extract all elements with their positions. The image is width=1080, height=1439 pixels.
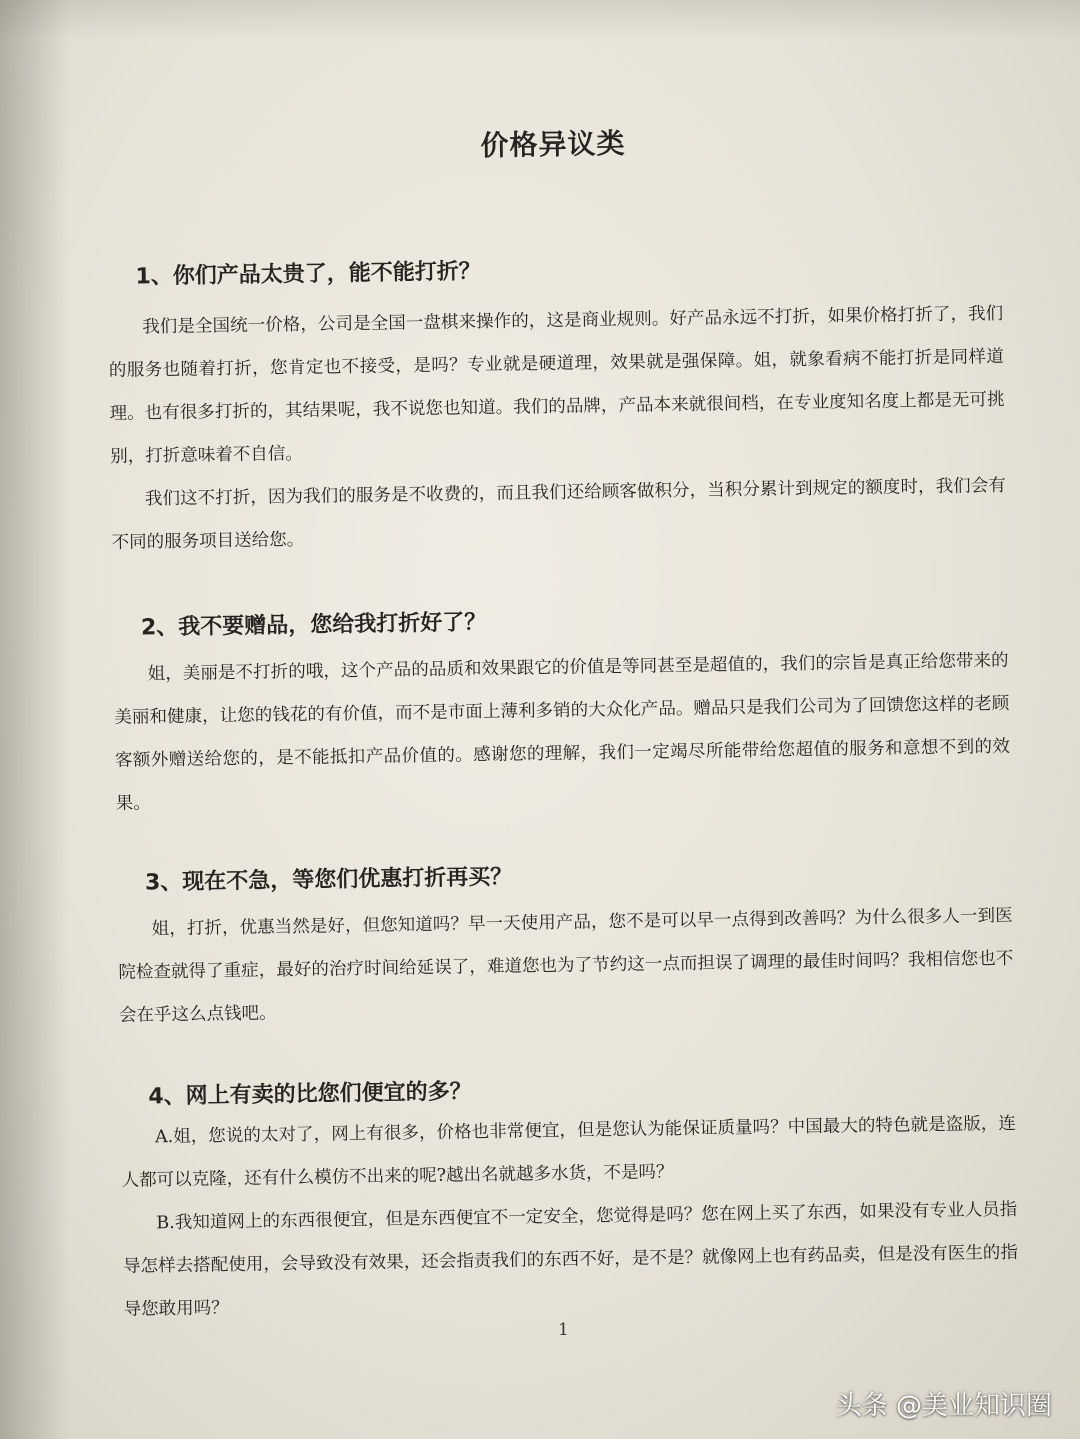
section-3 bbox=[117, 852, 1015, 1038]
section-heading: 2、我不要赠品，您给我打折好了？ bbox=[140, 610, 487, 641]
section-1 bbox=[107, 246, 1007, 565]
paragraph: B.我知道网上的东西很便宜，但是东西便宜不一定安全，您觉得是吗？您在网上买了东西，如果没有专业人员指导怎样去搭配使用，会导致没有效果，还会指责我们的东西不好，是不是？就像网上也有药品卖，但是没有医生的指导您敢用吗？ bbox=[122, 1199, 1019, 1320]
paragraph: 姐，美丽是不打折的哦，这个产品的品质和效果跟它的价值是等同甚至是超值的，我们的宗旨是真正给您带来的美丽和健康，让您的钱花的有价值，而不是市面上薄利多销的大众化产品。赠品只是我们公司为了回馈您这样的老顾客额外赠送给您的，是不能抵扣产品价值的。感谢您的理解，我们一定竭尽所能带给您超值的服务和意想不到的效果。 bbox=[114, 650, 1011, 814]
document-content bbox=[105, 106, 1019, 1332]
paragraph: 我们这不打折，因为我们的服务是不收费的，而且我们还给顾客做积分，当积分累计到规定的额度时，我们会有不同的服务项目送给您。 bbox=[111, 475, 1007, 553]
paragraph: 我们是全国统一价格，公司是全国一盘棋来操作的，这是商业规则。好产品永远不打折，如果价格打折了，我们的服务也随着打折，您肯定也不接受，是吗？专业就是硬道理，效果就是强保障。姐，就象看病不能打折是同样道理。也有很多打折的，其结果呢，我不说您也知道。我们的品牌，产品本来就很间档，在专业度知名度上都是无可挑别，打折意味着不自信。 bbox=[108, 303, 1005, 467]
watermark-text: 头条 @美业知识圈 bbox=[835, 1391, 1052, 1421]
section-heading: 4、网上有卖的比您们便宜的多？ bbox=[148, 1079, 472, 1110]
section-2 bbox=[113, 597, 1011, 826]
page-number: 1 bbox=[558, 1320, 569, 1340]
section-4 bbox=[120, 1066, 1019, 1332]
document-title: 价格异议类 bbox=[480, 126, 626, 163]
page-top-shadow bbox=[0, 0, 1080, 40]
paragraph: 姐，打折，优惠当然是好，但您知道吗？早一天使用产品，您不是可以早一点得到改善吗？为什么很多人一到医院检查就得了重症，最好的治疗时间给延误了，难道您也为了节约这一点而担误了调理的最佳时间吗？我相信您也不会在乎这么点钱吧。 bbox=[118, 905, 1014, 1026]
section-heading: 1、你们产品太贵了，能不能打折？ bbox=[135, 259, 481, 290]
paragraph: A.姐，您说的太对了，网上有很多，价格也非常便宜，但是您认为能保证质量吗？中国最大的特色就是盗版，连人都可以克隆，还有什么模仿不出来的呢?越出名就越多水货，不是吗？ bbox=[121, 1113, 1017, 1191]
section-heading: 3、现在不急，等您们优惠打折再买？ bbox=[144, 864, 513, 896]
page-edge-shadow bbox=[0, 0, 70, 1439]
